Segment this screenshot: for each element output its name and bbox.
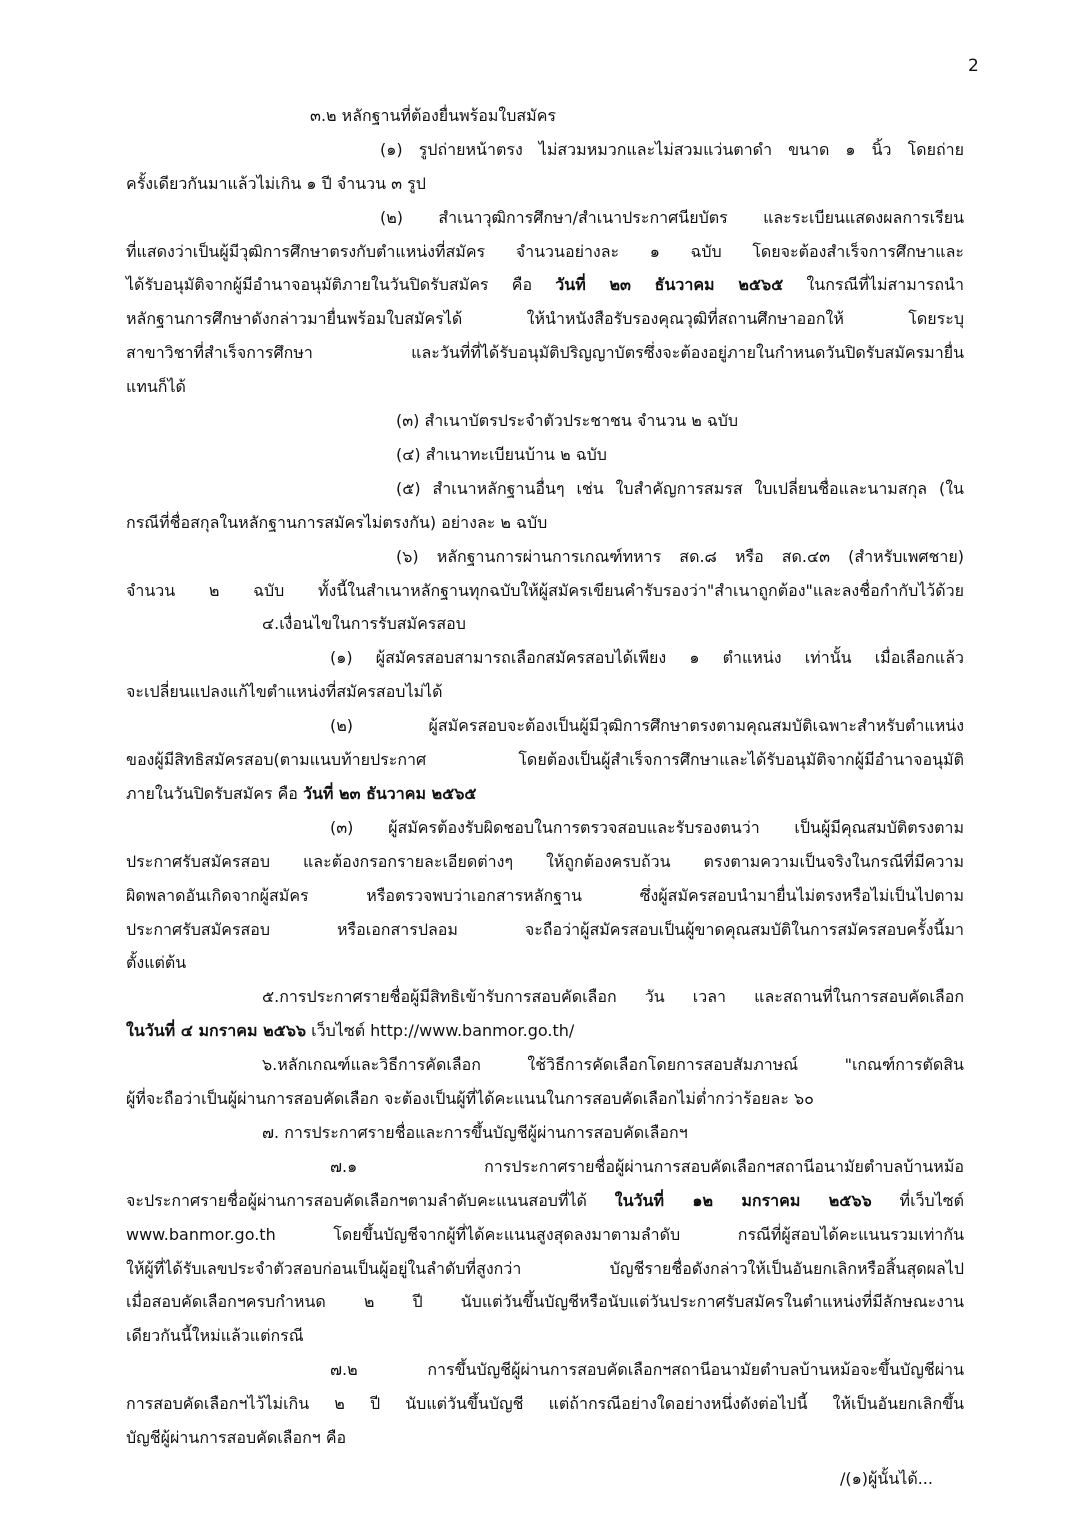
section-heading: ๔.เงื่อนไขในการรับสมัครสอบ	[262, 614, 466, 633]
doc-line: จำนวน ๒ ฉบับ ทั้งนี้ในสำเนาหลักฐานทุกฉบับให้ผู้สมัครเขียนคำรับรองว่า"สำเนาถูกต้อง"และลงชื่อกำกับไว้ด้วย	[126, 581, 964, 600]
doc-line: (๒) สำเนาวุฒิการศึกษา/สำเนาประกาศนียบัตร และระเบียนแสดงผลการเรียน	[380, 208, 964, 227]
doc-line: แทนก็ได้	[126, 377, 186, 396]
doc-line	[126, 1021, 964, 1041]
doc-line: ครั้งเดียวกันมาแล้วไม่เกิน ๑ ปี จำนวน ๓ รูป	[126, 174, 426, 193]
announcement-date: ในวันที่ ๔ มกราคม ๒๕๖๖	[126, 1021, 307, 1040]
result-date: ในวันที่ ๑๒ มกราคม ๒๕๖๖	[614, 1191, 872, 1210]
doc-line: หลักฐานการศึกษาดังกล่าวมายื่นพร้อมใบสมัครได้ ให้นำหนังสือรับรองคุณวุฒิที่สถานศึกษาออกให้ โดยระบุ	[126, 309, 964, 328]
doc-line	[126, 784, 964, 804]
deadline-date: วันที่ ๒๓ ธันวาคม ๒๕๖๕	[302, 784, 477, 803]
doc-line: ของผู้มีสิทธิสมัครสอบ(ตามแนบท้ายประกาศ โดยต้องเป็นผู้สำเร็จการศึกษาและได้รับอนุมัติจากผู้มีอำนาจอนุมัติ	[126, 750, 964, 769]
doc-line: ให้ผู้ที่ได้รับเลขประจำตัวสอบก่อนเป็นผู้อยู่ในลำดับที่สูงกว่า บัญชีรายชื่อดังกล่าวให้เป็นอันยกเลิกหรือสิ้นสุดผลไป	[126, 1259, 964, 1278]
deadline-date: วันที่ ๒๓ ธันวาคม ๒๕๖๕	[555, 275, 784, 294]
text-run: ภายในวันปิดรับสมัคร คือ	[126, 784, 298, 803]
doc-line: ประกาศรับสมัครสอบ และต้องกรอกรายละเอียดต่างๆ ให้ถูกต้องครบถ้วน ตรงตามความเป็นจริงในกรณีที่มีความ	[126, 852, 964, 871]
doc-line: (๕) สำเนาหลักฐานอื่นๆ เช่น ใบสำคัญการสมรส ใบเปลี่ยนชื่อและนามสกุล (ใน	[396, 479, 964, 498]
doc-line: (๖) หลักฐานการผ่านการเกณฑ์ทหาร สด.๘ หรือ สด.๔๓ (สำหรับเพศชาย)	[396, 547, 964, 566]
section-heading: ๕.การประกาศรายชื่อผู้มีสิทธิเข้ารับการสอบคัดเลือก วัน เวลา และสถานที่ในการสอบคัดเลือก	[262, 987, 964, 1006]
doc-line: กรณีที่ชื่อสกุลในหลักฐานการสมัครไม่ตรงกัน) อย่างละ ๒ ฉบับ	[126, 513, 548, 532]
text-run: จะประกาศรายชื่อผู้ผ่านการสอบคัดเลือกฯตามลำดับคะแนนสอบที่ได้	[126, 1191, 587, 1210]
continuation-marker: /(๑)ผู้นั้นได้...	[840, 1469, 933, 1488]
doc-line: (๔) สำเนาทะเบียนบ้าน ๒ ฉบับ	[396, 445, 607, 464]
doc-line: ประกาศรับสมัครสอบ หรือเอกสารปลอม จะถือว่าผู้สมัครสอบเป็นผู้ขาดคุณสมบัติในการสมัครสอบครั้งนี้มา	[126, 920, 964, 939]
doc-line: บัญชีผู้ผ่านการสอบคัดเลือกฯ คือ	[126, 1428, 347, 1447]
doc-line: เดียวกันนี้ใหม่แล้วแต่กรณี	[126, 1326, 304, 1345]
doc-line: ๗.๑ การประกาศรายชื่อผู้ผ่านการสอบคัดเลือกฯสถานีอนามัยตำบลบ้านหม้อ	[330, 1157, 964, 1176]
doc-line: เมื่อสอบคัดเลือกฯครบกำหนด ๒ ปี นับแต่วันขึ้นบัญชีหรือนับแต่วันประกาศรับสมัครในตำแหน่งที่มีลักษณะงาน	[126, 1292, 964, 1311]
doc-line: จะเปลี่ยนแปลงแก้ไขตำแหน่งที่สมัครสอบไม่ได้	[126, 682, 443, 701]
doc-line: (๑) ผู้สมัครสอบสามารถเลือกสมัครสอบได้เพียง ๑ ตำแหน่ง เท่านั้น เมื่อเลือกแล้ว	[330, 648, 964, 667]
section-heading: ๓.๒ หลักฐานที่ต้องยื่นพร้อมใบสมัคร	[310, 106, 556, 125]
text-run: ได้รับอนุมัติจากผู้มีอำนาจอนุมัติภายในวันปิดรับสมัคร คือ	[126, 275, 533, 294]
doc-line: ๗.๒ การขึ้นบัญชีผู้ผ่านการสอบคัดเลือกฯสถานีอนามัยตำบลบ้านหม้อจะขึ้นบัญชีผ่าน	[330, 1360, 964, 1379]
doc-line: (๓) สำเนาบัตรประจำตัวประชาชน จำนวน ๒ ฉบับ	[396, 411, 739, 430]
section-heading: ๖.หลักเกณฑ์และวิธีการคัดเลือก ใช้วิธีการคัดเลือกโดยการสอบสัมภาษณ์ "เกณฑ์การตัดสิน	[262, 1055, 964, 1074]
text-run: ในกรณีที่ไม่สามารถนำ	[806, 275, 964, 294]
doc-line: (๓) ผู้สมัครต้องรับผิดชอบในการตรวจสอบและรับรองตนว่า เป็นผู้มีคุณสมบัติตรงตาม	[330, 818, 964, 837]
doc-line: (๒) ผู้สมัครสอบจะต้องเป็นผู้มีวุฒิการศึกษาตรงตามคุณสมบัติเฉพาะสำหรับตำแหน่ง	[330, 716, 964, 735]
doc-line: ผู้ที่จะถือว่าเป็นผู้ผ่านการสอบคัดเลือก จะต้องเป็นผู้ที่ได้คะแนนในการสอบคัดเลือกไม่ต่ำกว่าร้อยละ ๖๐	[126, 1089, 814, 1108]
doc-line	[126, 1191, 964, 1211]
page-number: 2	[968, 56, 979, 76]
doc-line: สาขาวิชาที่สำเร็จการศึกษา และวันที่ที่ได้รับอนุมัติปริญญาบัตรซึ่งจะต้องอยู่ภายในกำหนดวันปิดรับสมัครมายื่น	[126, 343, 964, 362]
doc-line	[126, 275, 964, 295]
doc-line: ตั้งแต่ต้น	[126, 953, 187, 972]
section-heading: ๗. การประกาศรายชื่อและการขึ้นบัญชีผู้ผ่านการสอบคัดเลือกฯ	[262, 1123, 688, 1142]
doc-line: (๑) รูปถ่ายหน้าตรง ไม่สวมหมวกและไม่สวมแว่นตาดำ ขนาด ๑ นิ้ว โดยถ่าย	[380, 140, 964, 159]
text-run: ที่เว็บไซต์	[899, 1191, 964, 1210]
doc-line: www.banmor.go.th โดยขึ้นบัญชีจากผู้ที่ได้คะแนนสูงสุดลงมาตามลำดับ กรณีที่ผู้สอบได้คะแนนรวมเท่ากัน	[126, 1225, 964, 1244]
website-link[interactable]: เว็บไซต์ http://www.banmor.go.th/	[311, 1021, 575, 1040]
doc-line: ผิดพลาดอันเกิดจากผู้สมัคร หรือตรวจพบว่าเอกสารหลักฐาน ซึ่งผู้สมัครสอบนำมายื่นไม่ตรงหรือไม่เป็นไปตาม	[126, 886, 964, 905]
doc-line: การสอบคัดเลือกฯไว้ไม่เกิน ๒ ปี นับแต่วันขึ้นบัญชี แต่ถ้ากรณีอย่างใดอย่างหนึ่งดังต่อไปนี้ ให้เป็นอันยกเลิกขึ้น	[126, 1394, 964, 1413]
doc-line: ที่แสดงว่าเป็นผู้มีวุฒิการศึกษาตรงกับตำแหน่งที่สมัคร จำนวนอย่างละ ๑ ฉบับ โดยจะต้องสำเร็จการศึกษาและ	[126, 242, 964, 261]
